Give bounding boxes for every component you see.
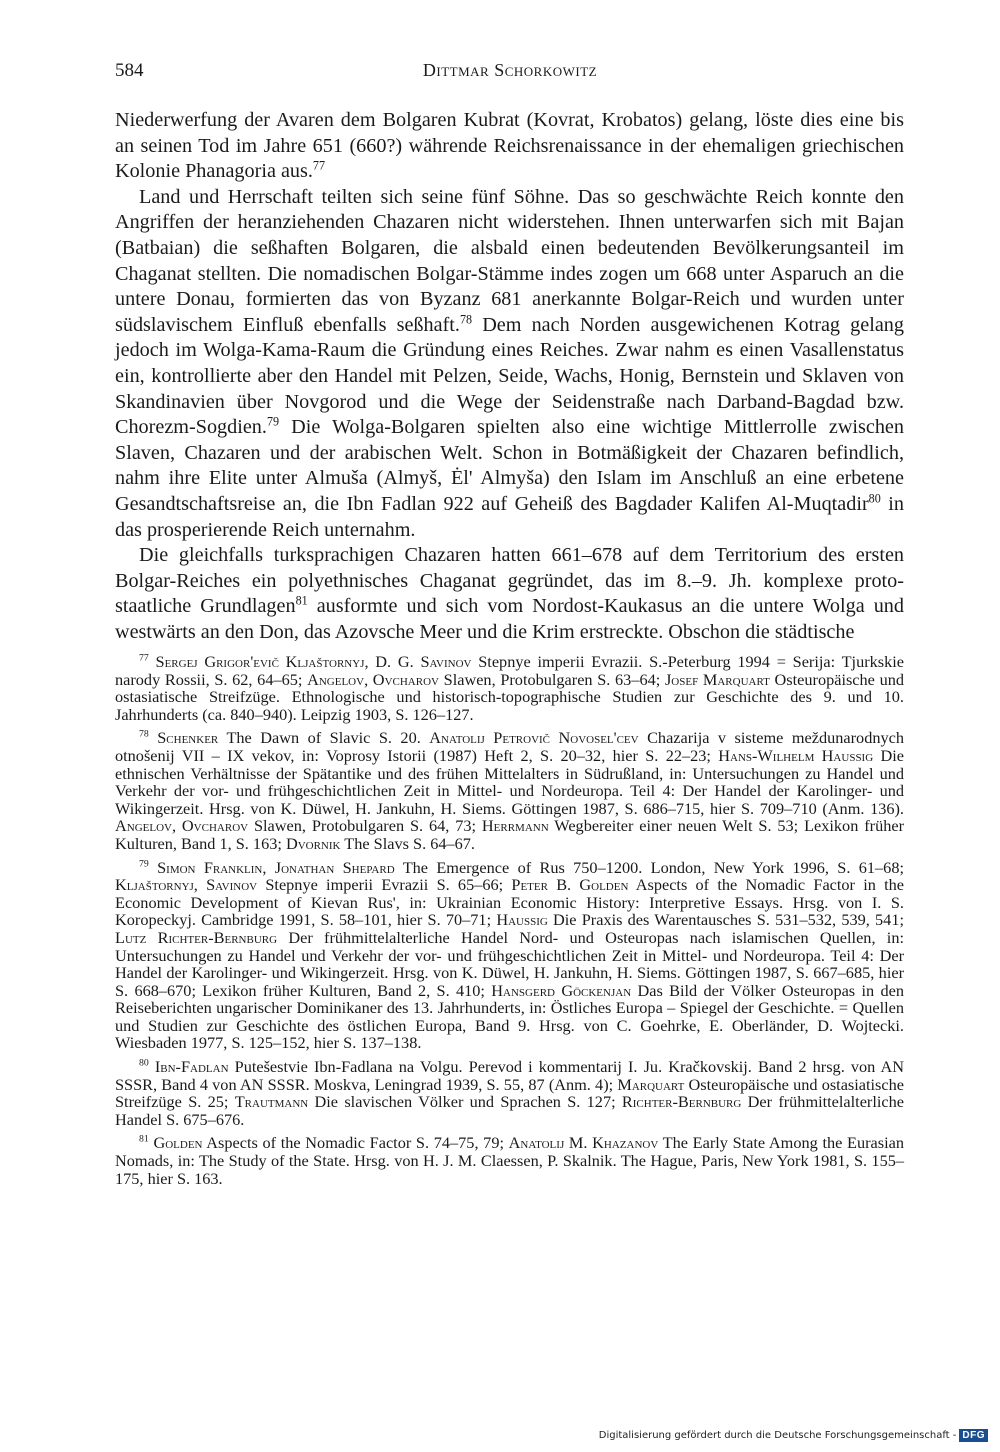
footnote-79: $^{79}$ Simon Franklin, Jonathan Shepard The Emergence of Rus 750–1200. London, New York 1996, S. 61–68; Kljaštornyj, Savinov Stepnye imperii Evrazii S. 65–66; Peter B. Golden Aspects of the Nomadic Factor in the Economic Development of Kievan Rus', in: Ukrainian Economic History: Interpretive Essays. Hrsg. von I. S. Koropeckyj. Cambridge 1991, S. 58–101, hier S. 70–71; Haussig Die Praxis des Warentausches S. 531–532, 539, 541; Lutz Richter-Bernburg Der frühmittelalterliche Handel Nord- und Osteuropas nach islamischen Quellen, in: Untersuchungen zu Handel und Verkehr der vor- und frühgeschichtlichen Zeit in Mittel- und Nordeuropa. Teil 4: Der Handel der Karolinger- und Wikingerzeit. Hrsg. von K. Düwel, H. Jankuhn, H. Siems. Göttingen 1987, S. 667–685, hier S. 668–670; Lexikon früher Kulturen, Band 2, S. 410; Hansgerd Göckenjan Das Bild der Völker Osteuropas in den Reiseberichten ungarischer Dominikaner des 13. Jahrhunderts, in: Östliches Europa – Spiegel der Geschichte. = Quellen und Studien zur Geschichte des östlichen Europa, Band 9. Hrsg. von C. Goehrke, E. Oberländer, D. Wojtecki. Wiesbaden 1977, S. 125–152, hier S. 137–138. xyxy=(115,857,905,1053)
author: Anatolij M. Khazanov xyxy=(508,1133,659,1153)
credit-text: Digitalisierung gefördert durch die Deutsche Forschungsgemeinschaft - xyxy=(598,1429,957,1441)
dfg-logo: DFG xyxy=(959,1429,988,1442)
paragraph: Die gleichfalls turksprachigen Chazaren hatten 661–678 auf dem Territorium des ersten Bolgar-Reiches ein polyethnisches Chaganat gegründet, das im 8.–9. Jh. komplexe protostaatliche Grundlagen$^{81}$ ausformte und sich vom Nordost-Kaukasus an die untere Wolga und westwärts an den Don, das Azovsche Meer und die Krim erstreckte. Obschon die städtische xyxy=(115,544,904,643)
author: Sergej Grigor'evič Kljaštornyj xyxy=(155,652,365,671)
paragraph: Land und Herrschaft teilten sich seine fünf Söhne. Das so geschwächte Reich konnte den Angriffen der heranziehenden Chazaren nicht widerstehen. Ihnen unterwarfen sich mit Bajan (Batbaian) die seßhaften Bolgaren, die alsbald einen bedeutenden Bevölkerungsanteil im Chaganat stellten. Die nomadischen Bolgar-Stämme indes zogen um 668 unter Asparuch an die untere Donau, formierten das von Byzanz 681 anerkannte Bolgar-Reich und wurden unter südslavischem Einfluß ebenfalls seßhaft.$^{78}$ Dem nach Norden ausgewichenen Kotrag gelang jedoch im Wolga-Kama-Raum die Gründung eines Reiches. Zwar nahm es einen Vasallenstatus ein, kontrollierte aber den Handel mit Pelzen, Seide, Wachs, Honig, Bernstein und Sklaven von Skandinavien über Novgorod und die Wege der Seidenstraße nach Darband-Bagdad bzw. Chorezm-Sogdien.$^{79}$ Die Wolga-Bolgaren spielten also eine wichtige Mittlerrolle zwischen Slaven, Chazaren und der arabischen Welt. Schon in Botmäßigkeit der Chazaren befindlich, nahm ihre Elite unter Almuša (Almyš, Ėl' Almyša) den Islam im Anschluß an eine erbetene Gesandtschaftsreise an, die Ibn Fadlan 922 auf Geheiß des Bagdader Kalifen Al-Muqtadir$^{80}$ in das prosperierende Reich unternahm. xyxy=(115,185,904,541)
footnote-77: $^{77}$ Sergej Grigor'evič Kljaštornyj, D. G. Savinov Stepnye imperii Evrazii. S.-Peterburg 1994 = Serija: Tjurkskie narody Rossii, S. 62, 64–65; Angelov, Ovcharov Slawen, Protobulgaren S. 63–64; Josef Marquart Osteuropäische und ostasiatische Streifzüge. Ethnologische und historisch-topographische Studien zur Geschichte des 9. und 10. Jahrhunderts (ca. 840–940). Leipzig 1903, S. 126–127. xyxy=(115,652,905,724)
author: Angelov, Ovcharov xyxy=(115,816,249,836)
author: Hansgerd Göckenjan xyxy=(491,980,632,1000)
page-header xyxy=(115,60,905,86)
author: Herrmann xyxy=(481,816,549,836)
footnotes xyxy=(115,653,904,1193)
footnote-ref[interactable]: 78 xyxy=(459,312,473,327)
footnote-80: $^{80}$ Ibn-Fadlan Putešestvie Ibn-Fadlana na Volgu. Perevod i kommentarij I. Ju. Kračkovskij. Band 2 hrsg. von AN SSSR, Band 4 von AN SSSR. Moskva, Leningrad 1939, S. 55, 87 (Anm. 4); Marquart Osteuropäische und ostasiatische Streifzüge S. 25; Trautmann Die slavischen Völker und Sprachen S. 127; Richter-Bernburg Der frühmittelalterliche Handel S. 675–676. xyxy=(115,1057,904,1129)
author: Lutz Richter-Bernburg xyxy=(115,927,278,947)
footnote-81: $^{81}$ Golden Aspects of the Nomadic Factor S. 74–75, 79; Anatolij M. Khazanov The Early State Among the Eurasian Nomads, in: The Study of the State. Hrsg. von H. J. M. Claessen, P. Skalnik. The Hague, Paris, New York 1981, S. 155–175, hier S. 163. xyxy=(115,1133,904,1188)
author: Angelov, Ovcharov xyxy=(307,669,439,689)
footnote-number: 81 xyxy=(139,1134,149,1146)
author: Golden xyxy=(153,1133,203,1153)
author: Savinov xyxy=(420,652,472,671)
footnote-78: $^{78}$ Schenker The Dawn of Slavic S. 20. Anatolij Petrovič Novosel'cev Chazarija v sisteme meždunarodnych otnošenij VII – IX vekov, in: Voprosy Istorii (1987) Heft 2, S. 20–32, hier S. 22–23; Hans-Wilhelm Haussig Die ethnischen Verhältnisse der Spätantike und des frühen Mittelalters in Südrußland, in: Untersuchungen zu Handel und Verkehr der vor- und frühgeschichtlichen Zeit in Mittel- und Nordeuropa. Teil 4: Der Handel der Karolinger- und Wikingerzeit. Hrsg. von K. Düwel, H. Jankuhn, H. Siems. Göttingen 1987, S. 686–715, hier S. 709–710 (Anm. 136). Angelov, Ovcharov Slawen, Protobulgaren S. 64, 73; Herrmann Wegbereiter einer neuen Welt S. 53; Lexikon früher Kulturen, Band 1, S. 163; Dvornik The Slavs S. 64–67. xyxy=(115,728,905,853)
author: Hans-Wilhelm Haussig xyxy=(718,745,874,765)
author: Ibn-Fadlan xyxy=(154,1057,229,1077)
digitization-credit xyxy=(599,1427,988,1443)
footnote-number: 80 xyxy=(139,1057,149,1069)
author: Anatolij Petrovič Novosel'cev xyxy=(429,728,639,748)
footnote-number: 79 xyxy=(139,858,149,870)
footnote-number: 77 xyxy=(139,652,149,664)
author: Richter-Bernburg xyxy=(621,1092,742,1112)
author: Schenker xyxy=(157,728,219,748)
footnote-ref[interactable]: 77 xyxy=(312,158,326,173)
author: Trautmann xyxy=(234,1092,309,1112)
author: Simon Franklin, Jonathan Shepard xyxy=(157,857,395,877)
page-number: 584 xyxy=(115,60,144,81)
footnote-ref[interactable]: 79 xyxy=(266,414,280,429)
author: Marquart xyxy=(617,1074,685,1094)
body-text xyxy=(115,108,904,645)
author: Josef Marquart xyxy=(664,669,770,689)
author: Kljaštornyj, Savinov xyxy=(115,875,258,895)
paragraph: Niederwerfung der Avaren dem Bolgaren Kubrat (Kovrat, Krobatos) gelang, löste dies eine bis an seinen Tod im Jahre 651 (660?) währende Reichsrenaissance in der ehemaligen griechischen Kolonie Phanagoria aus.$^{77}$ xyxy=(115,109,904,183)
footnote-ref[interactable]: 81 xyxy=(295,593,308,608)
running-head: Dittmar Schorkowitz xyxy=(422,60,598,80)
footnote-ref[interactable]: 80 xyxy=(868,491,881,506)
author: Peter B. Golden xyxy=(511,875,629,895)
footnote-number: 78 xyxy=(139,728,149,740)
author: Dvornik xyxy=(285,833,341,853)
author: Haussig xyxy=(496,910,548,930)
